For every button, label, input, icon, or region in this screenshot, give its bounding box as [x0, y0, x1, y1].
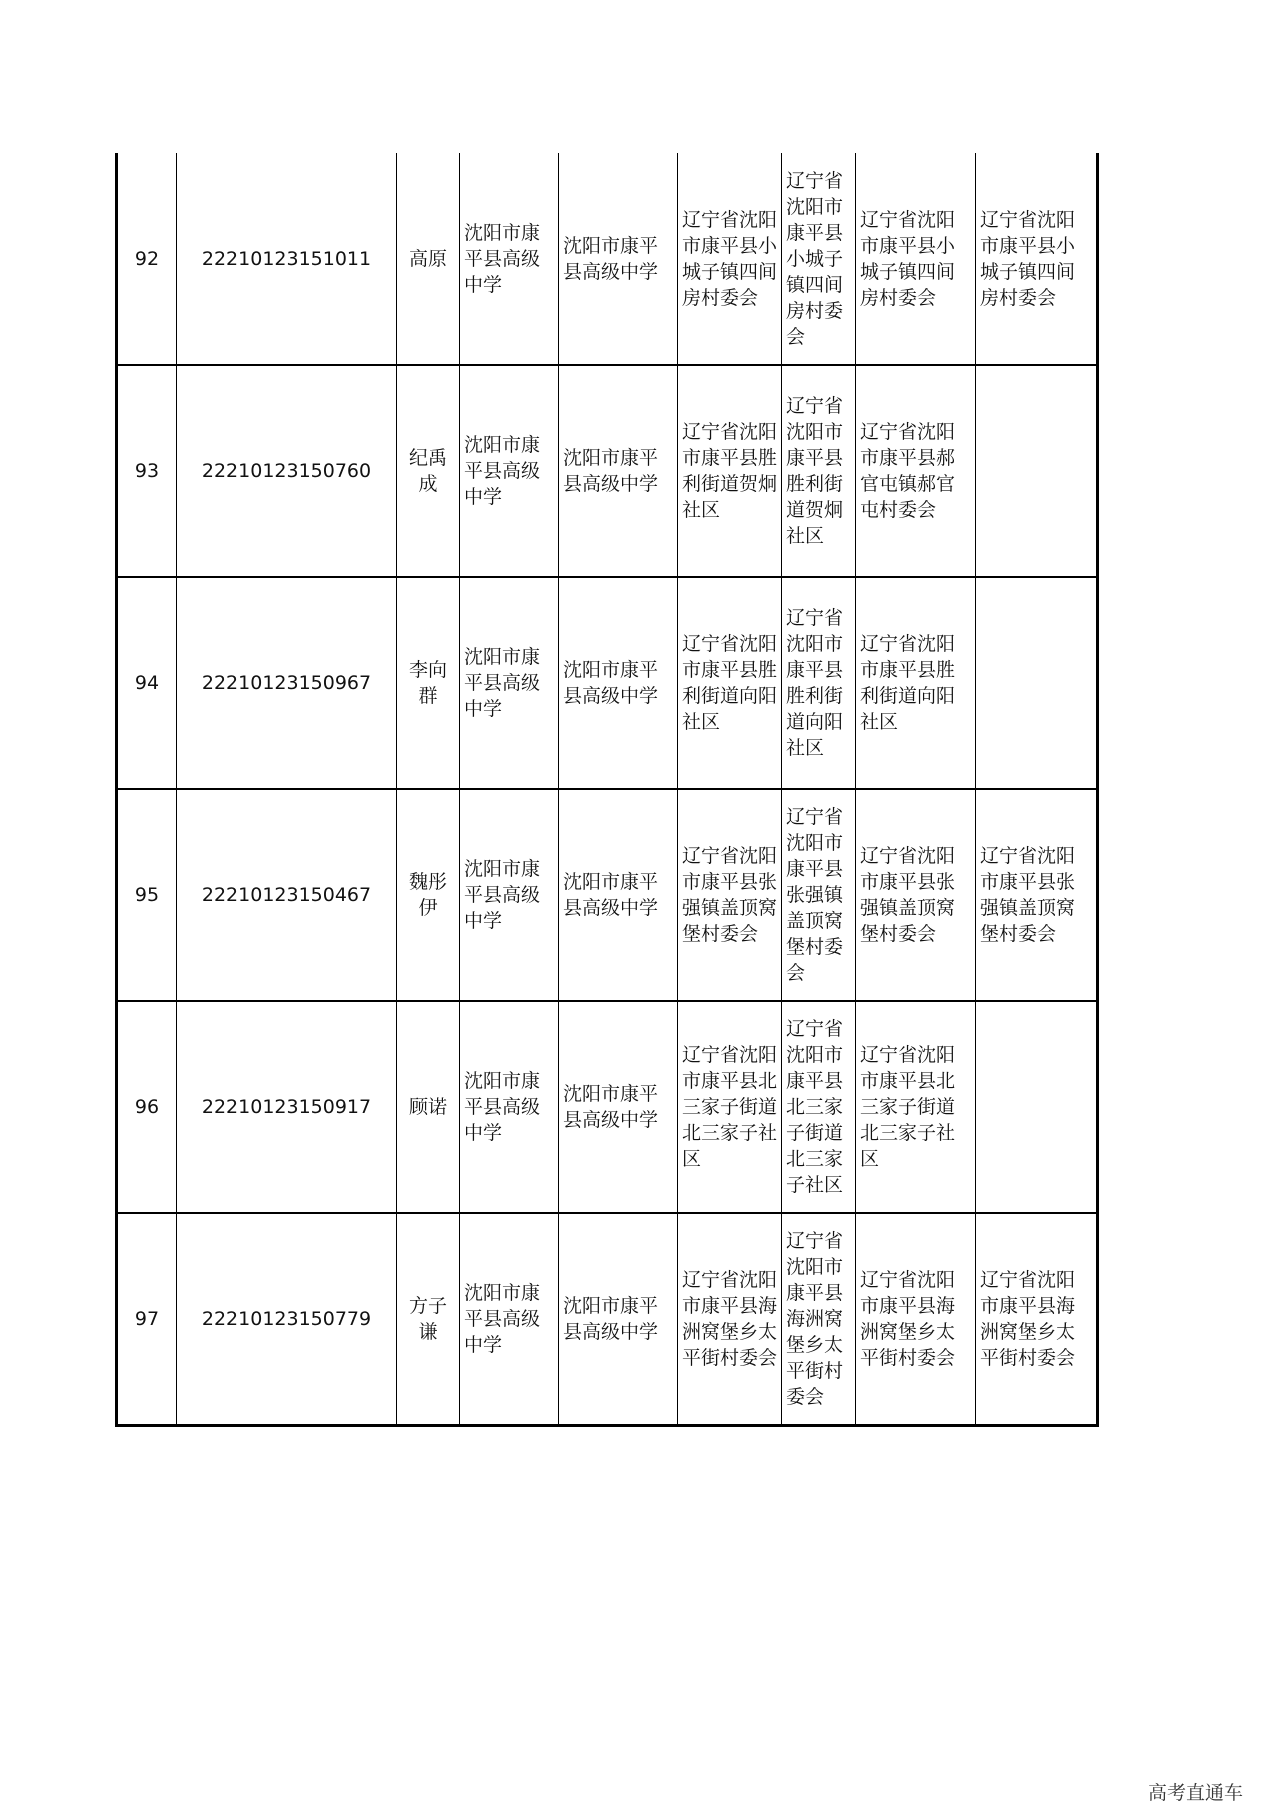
cell-graduated-school: 沈阳市康平县高级中学	[559, 789, 678, 1001]
cell-address-3: 辽宁省沈阳市康平县海洲窝堡乡太平街村委会	[856, 1213, 976, 1425]
cell-school: 沈阳市康平县高级中学	[460, 1213, 559, 1425]
cell-address-2: 辽宁省沈阳市康平县胜利街道贺炯社区	[782, 365, 856, 577]
cell-address-4	[976, 365, 1098, 577]
table-row	[117, 365, 1098, 577]
cell-seq-no: 92	[117, 153, 177, 365]
cell-address-4: 辽宁省沈阳市康平县海洲窝堡乡太平街村委会	[976, 1213, 1098, 1425]
cell-school: 沈阳市康平县高级中学	[460, 1001, 559, 1213]
cell-graduated-school: 沈阳市康平县高级中学	[559, 1213, 678, 1425]
table-row	[117, 1213, 1098, 1425]
cell-address-3: 辽宁省沈阳市康平县胜利街道向阳社区	[856, 577, 976, 789]
table-row	[117, 577, 1098, 789]
cell-student-name: 方子谦	[397, 1213, 460, 1425]
cell-school: 沈阳市康平县高级中学	[460, 577, 559, 789]
table-row	[117, 1001, 1098, 1213]
cell-address-4	[976, 1001, 1098, 1213]
cell-seq-no: 95	[117, 789, 177, 1001]
cell-seq-no: 97	[117, 1213, 177, 1425]
cell-address-2: 辽宁省沈阳市康平县北三家子街道北三家子社区	[782, 1001, 856, 1213]
table-row	[117, 789, 1098, 1001]
cell-address-1: 辽宁省沈阳市康平县胜利街道贺炯社区	[678, 365, 782, 577]
cell-exam-id: 22210123151011	[177, 153, 397, 365]
cell-exam-id: 22210123150467	[177, 789, 397, 1001]
cell-address-2: 辽宁省沈阳市康平县张强镇盖顶窝堡村委会	[782, 789, 856, 1001]
roster-body	[117, 153, 1098, 1425]
cell-address-2: 辽宁省沈阳市康平县小城子镇四间房村委会	[782, 153, 856, 365]
cell-seq-no: 94	[117, 577, 177, 789]
cell-address-3: 辽宁省沈阳市康平县郝官屯镇郝官屯村委会	[856, 365, 976, 577]
cell-graduated-school: 沈阳市康平县高级中学	[559, 365, 678, 577]
cell-graduated-school: 沈阳市康平县高级中学	[559, 1001, 678, 1213]
cell-school: 沈阳市康平县高级中学	[460, 365, 559, 577]
cell-address-1: 辽宁省沈阳市康平县张强镇盖顶窝堡村委会	[678, 789, 782, 1001]
cell-exam-id: 22210123150917	[177, 1001, 397, 1213]
cell-student-name: 李向群	[397, 577, 460, 789]
cell-address-4: 辽宁省沈阳市康平县张强镇盖顶窝堡村委会	[976, 789, 1098, 1001]
cell-student-name: 顾诺	[397, 1001, 460, 1213]
cell-seq-no: 96	[117, 1001, 177, 1213]
cell-address-3: 辽宁省沈阳市康平县小城子镇四间房村委会	[856, 153, 976, 365]
cell-student-name: 高原	[397, 153, 460, 365]
cell-address-2: 辽宁省沈阳市康平县海洲窝堡乡太平街村委会	[782, 1213, 856, 1425]
cell-graduated-school: 沈阳市康平县高级中学	[559, 153, 678, 365]
cell-address-1: 辽宁省沈阳市康平县海洲窝堡乡太平街村委会	[678, 1213, 782, 1425]
table-row	[117, 153, 1098, 365]
cell-exam-id: 22210123150967	[177, 577, 397, 789]
cell-student-name: 纪禹成	[397, 365, 460, 577]
cell-address-1: 辽宁省沈阳市康平县胜利街道向阳社区	[678, 577, 782, 789]
cell-exam-id: 22210123150779	[177, 1213, 397, 1425]
cell-graduated-school: 沈阳市康平县高级中学	[559, 577, 678, 789]
cell-address-1: 辽宁省沈阳市康平县北三家子街道北三家子社区	[678, 1001, 782, 1213]
cell-school: 沈阳市康平县高级中学	[460, 153, 559, 365]
cell-address-3: 辽宁省沈阳市康平县张强镇盖顶窝堡村委会	[856, 789, 976, 1001]
cell-student-name: 魏彤伊	[397, 789, 460, 1001]
cell-seq-no: 93	[117, 365, 177, 577]
roster-table	[115, 153, 1099, 1427]
cell-address-3: 辽宁省沈阳市康平县北三家子街道北三家子社区	[856, 1001, 976, 1213]
cell-address-4: 辽宁省沈阳市康平县小城子镇四间房村委会	[976, 153, 1098, 365]
cell-school: 沈阳市康平县高级中学	[460, 789, 559, 1001]
cell-exam-id: 22210123150760	[177, 365, 397, 577]
cell-address-2: 辽宁省沈阳市康平县胜利街道向阳社区	[782, 577, 856, 789]
watermark-text: 高考直通车	[1148, 1782, 1244, 1804]
cell-address-4	[976, 577, 1098, 789]
cell-address-1: 辽宁省沈阳市康平县小城子镇四间房村委会	[678, 153, 782, 365]
